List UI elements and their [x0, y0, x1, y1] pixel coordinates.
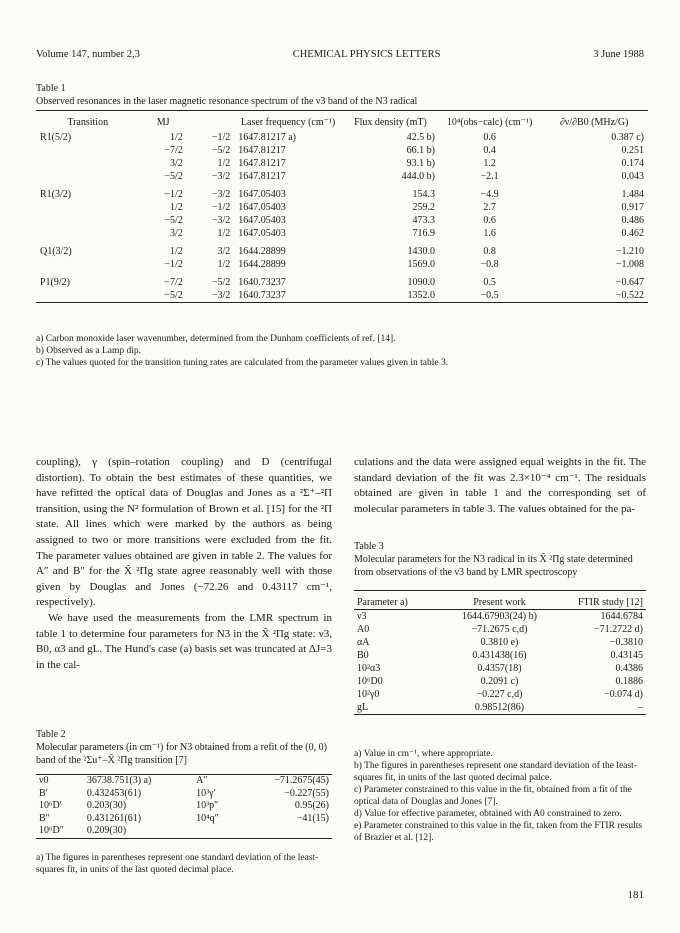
- table-cell: 1/2: [170, 202, 183, 213]
- table-cell: 0.98512(86): [474, 702, 525, 713]
- table-cell: 1647.05403: [238, 202, 286, 213]
- table3: [354, 590, 646, 715]
- table-cell: 0.462: [621, 228, 644, 239]
- table1-caption: Observed resonances in the laser magnetic resonance spectrum of the ν3 band of the N3 radical: [36, 96, 418, 107]
- table-cell: 1430.0: [407, 246, 435, 257]
- table-cell: [36, 201, 139, 214]
- table-cell: [36, 289, 139, 303]
- table-cell: 1647.81217 a): [238, 132, 297, 143]
- page-number: 181: [627, 889, 644, 901]
- table-cell: Q1(3/2): [40, 246, 72, 257]
- table-row: [354, 610, 646, 624]
- table-cell: 0.251: [621, 145, 644, 156]
- table-row: [36, 227, 648, 240]
- table-cell: 0.043: [621, 171, 644, 182]
- table-cell: −5/2: [164, 215, 183, 226]
- table-cell: 1.2: [483, 158, 496, 169]
- table-cell: 0.8: [483, 246, 496, 257]
- left-column-text: [36, 455, 332, 673]
- table-cell: [193, 825, 237, 838]
- column-header: ∂ν/∂B0 (MHz/G): [559, 117, 629, 128]
- table-cell: −5/2: [164, 290, 183, 301]
- table-row: [36, 201, 648, 214]
- table-cell: 0.6: [483, 132, 496, 143]
- footnote: b) Observed as a Lamp dip.: [36, 346, 141, 356]
- table-cell: −1.008: [615, 259, 644, 270]
- table-cell: B′: [39, 787, 48, 799]
- table-row: [36, 188, 648, 201]
- table-cell: 2.7: [483, 202, 496, 213]
- table-cell: ν0: [39, 775, 49, 786]
- table-cell: 1644.28899: [238, 259, 286, 270]
- column-header: FTIR study [12]: [578, 597, 643, 608]
- table-cell: 3/2: [170, 228, 183, 239]
- table-cell: [36, 170, 139, 183]
- table-cell: 1644.28899: [238, 246, 286, 257]
- table-row: [36, 170, 648, 183]
- table-cell: [36, 214, 139, 227]
- table-cell: −5/2: [211, 145, 231, 156]
- table3-footnotes: [354, 748, 646, 844]
- table-row: [36, 214, 648, 227]
- table-cell: 1090.0: [407, 277, 435, 288]
- table-row: [354, 675, 646, 688]
- table-cell: [36, 227, 139, 240]
- table-cell: −3/2: [211, 290, 231, 301]
- body-paragraph: We have used the measurements from the LMR spectrum in table 1 to determine four parameters for N3 in the X̃ ²Πg state: ν3, B0, α3 and gL. The Hund's case (a) basis set was truncated at ΔJ=3 in the cal-: [36, 611, 332, 671]
- table3-caption-block: [354, 540, 646, 579]
- table-cell: 0.203(30): [86, 800, 127, 811]
- table-row: [36, 800, 332, 813]
- column-header: Flux density (mT): [354, 117, 427, 128]
- table-cell: 0.1886: [615, 676, 643, 687]
- journal-volume: Volume 147, number 2,3: [36, 49, 140, 60]
- table-cell: 1647.81217: [238, 145, 286, 156]
- table-cell: 1/2: [217, 228, 231, 239]
- table-row: [36, 825, 332, 838]
- table-header-row: [36, 111, 648, 132]
- table3-label: Table 3: [354, 541, 384, 552]
- table-cell: αA: [357, 637, 370, 648]
- issue-date: 3 June 1988: [593, 49, 644, 60]
- footnote: c) Parameter constrained to this value in the fit, obtained from a fit of the optical data of Douglas and Jones [7].: [354, 785, 632, 807]
- table-cell: −1/2: [211, 132, 231, 143]
- table-row: [36, 788, 332, 801]
- footnote: a) Carbon monoxide laser wavenumber, determined from the Dunham coefficients of ref. [14].: [36, 334, 396, 344]
- table-cell: 259.2: [412, 202, 435, 213]
- table-row: [354, 636, 646, 649]
- footnote: d) Value for effective parameter, obtained with A0 constrained to zero.: [354, 809, 622, 819]
- table-cell: 0.431261(61): [86, 812, 142, 824]
- table-cell: −0.074 d): [604, 689, 643, 700]
- table-cell: 10²α3: [357, 663, 381, 674]
- table-cell: P1(9/2): [40, 277, 70, 288]
- table-cell: −71.2675 c,d): [471, 624, 528, 635]
- table-cell: 0.4386: [615, 663, 643, 674]
- table-row: [354, 649, 646, 662]
- table-cell: 10⁶D′: [39, 800, 62, 811]
- table-row: [36, 157, 648, 170]
- table1-body: [36, 131, 648, 303]
- table-cell: −0.522: [615, 290, 644, 301]
- table-cell: 0.43145: [610, 650, 643, 661]
- table-cell: −7/2: [164, 277, 183, 288]
- table-cell: 0.432453(61): [86, 787, 142, 799]
- table-cell: −3/2: [211, 215, 231, 226]
- table-cell: gL: [357, 702, 369, 713]
- table-cell: 1/2: [217, 158, 231, 169]
- table-cell: R1(3/2): [40, 189, 72, 200]
- table-row: [36, 144, 648, 157]
- table-cell: 42.5 b): [406, 132, 435, 143]
- table-cell: 1644.6784: [600, 611, 643, 622]
- table-cell: B0: [357, 650, 369, 661]
- table2-body: [36, 775, 332, 839]
- table-cell: −0.5: [480, 290, 499, 301]
- column-header: Transition: [67, 117, 109, 128]
- table2-caption: Molecular parameters (in cm⁻¹) for N3 obtained from a refit of the (0, 0) band of the ²Σu⁺–X̃ ²Πg transition [7]: [36, 742, 327, 766]
- table-cell: −5/2: [164, 171, 183, 182]
- table2: [36, 774, 332, 839]
- table-header-row: [354, 591, 646, 610]
- table-cell: 10³γ′: [196, 787, 216, 799]
- table-cell: 0.209(30): [86, 825, 127, 836]
- table3-body: [354, 610, 646, 715]
- table-cell: 10²γ0: [357, 689, 380, 700]
- table-cell: 1644.67903(24) b): [461, 611, 537, 622]
- table-row: [36, 258, 648, 271]
- table-row: [36, 245, 648, 258]
- table-cell: −0.227(55): [284, 787, 329, 799]
- table-row: [354, 688, 646, 701]
- table-cell: [36, 157, 139, 170]
- column-header: Present work: [473, 597, 526, 608]
- table-cell: 0.387 c): [611, 132, 644, 143]
- table2-caption-block: [36, 728, 332, 767]
- table1: [36, 110, 648, 303]
- table-cell: −7/2: [164, 145, 183, 156]
- table-cell: 10³p″: [196, 800, 219, 811]
- table-cell: 93.1 b): [406, 158, 435, 169]
- table-cell: −3/2: [211, 171, 231, 182]
- table-cell: −71.2722 d): [594, 624, 643, 635]
- table-cell: 0.4: [483, 145, 496, 156]
- table-cell: 1640.73237: [238, 277, 286, 288]
- table-cell: 0.486: [621, 215, 644, 226]
- footnote: a) Value in cm⁻¹, where appropriate.: [354, 749, 493, 759]
- table-row: [36, 775, 332, 788]
- table-cell: 66.1 b): [406, 145, 435, 156]
- table1-label: Table 1: [36, 83, 66, 94]
- table-cell: ν3: [357, 611, 367, 622]
- table-cell: −3/2: [211, 189, 231, 200]
- table3-caption: Molecular parameters for the N3 radical in its X̃ ²Πg state determined from observations of the ν3 band by LMR spectroscopy: [354, 554, 633, 578]
- table-cell: 1647.05403: [238, 189, 286, 200]
- table-cell: 473.3: [412, 215, 435, 226]
- table-cell: −2.1: [480, 171, 499, 182]
- table1-footnotes: [36, 333, 648, 369]
- table-cell: 1647.05403: [238, 228, 286, 239]
- table-cell: 1352.0: [407, 290, 435, 301]
- table-cell: B″: [39, 812, 50, 824]
- table-cell: 1640.73237: [238, 290, 286, 301]
- table-cell: 0.6: [483, 215, 496, 226]
- table-cell: [36, 258, 139, 271]
- table-cell: −1/2: [211, 202, 231, 213]
- column-header: 10⁴(obs−calc) (cm⁻¹): [446, 117, 533, 128]
- table-cell: −0.3810: [609, 637, 643, 648]
- body-paragraph: culations and the data were assigned equal weights in the fit. The standard deviation of the fit was 2.3×10⁻⁴ cm⁻¹. The residuals obtained are given in table 1 and the corresponding set of molecular parameters in table 3. The values obtained for the pa-: [354, 456, 646, 515]
- table-cell: 1647.05403: [238, 215, 286, 226]
- running-header: [36, 49, 644, 60]
- table-cell: R1(5/2): [40, 132, 72, 143]
- table-cell: –: [638, 702, 643, 713]
- table-row: [354, 701, 646, 715]
- footnote: c) The values quoted for the transition tuning rates are calculated from the parameter values given in table 3.: [36, 358, 449, 368]
- table-cell: −71.2675(45): [274, 775, 329, 786]
- table-cell: −0.227 c,d): [476, 689, 523, 700]
- body-paragraph: coupling), γ (spin–rotation coupling) and D (centrifugal distortion). To obtain the best estimates of these quantities, we have refitted the optical data of Douglas and Jones as a ²Σ⁺–²Π transition, using the N² formulation of Brown et al. [15] for the ²Π state. All lines which were marked by the authors as being assigned to two or more transitions were excluded from the fit. The parameter values obtained are given in table 2. The values for A″ and B″ for the X̃ ²Πg state agree reasonably well with those given by Douglas and Jones (−72.26 and 0.43117 cm⁻¹, respectively).: [36, 456, 332, 609]
- right-column-text: [354, 455, 646, 517]
- table-cell: 0.431438(16): [472, 650, 527, 661]
- table-cell: [238, 825, 332, 838]
- column-header: Laser frequency (cm⁻¹): [240, 117, 336, 128]
- table-row: [354, 623, 646, 636]
- table2-label: Table 2: [36, 729, 66, 740]
- table-cell: −4.9: [480, 189, 499, 200]
- table-cell: 1.6: [483, 228, 496, 239]
- table-row: [354, 662, 646, 675]
- table-cell: −0.647: [615, 277, 644, 288]
- table-cell: 3/2: [170, 158, 183, 169]
- table-cell: [36, 144, 139, 157]
- table-cell: 0.3810 e): [480, 637, 519, 648]
- table-cell: 1647.81217: [238, 171, 286, 182]
- table-cell: A0: [357, 624, 370, 635]
- table2-footnote: a) The figures in parentheses represent one standard deviation of the least-squares fit, in units of the last quoted decimal place.: [36, 853, 319, 875]
- table-cell: 1647.81217: [238, 158, 286, 169]
- table-cell: 716.9: [412, 228, 435, 239]
- table-cell: 444.0 b): [401, 171, 435, 182]
- table-row: [36, 131, 648, 144]
- footnote: e) Parameter constrained to this value in the fit, taken from the FTIR results of Brazier et al. [12].: [354, 821, 643, 843]
- table-cell: 1569.0: [407, 259, 435, 270]
- table-row: [36, 289, 648, 303]
- table-cell: 36738.751(3) a): [86, 775, 152, 786]
- table-cell: 0.95(26): [294, 800, 329, 811]
- table-cell: 0.5: [483, 277, 496, 288]
- table-cell: 0.917: [621, 202, 644, 213]
- table-cell: −5/2: [211, 277, 231, 288]
- table-cell: 3/2: [217, 246, 231, 257]
- footnote: b) The figures in parentheses represent one standard deviation of the least-squares fit, in units of the last quoted decimal palce.: [354, 761, 637, 783]
- table-cell: 1/2: [217, 259, 231, 270]
- table-cell: 10⁴q″: [196, 812, 219, 824]
- table-cell: 10⁶D″: [39, 825, 64, 836]
- table-cell: 0.4357(18): [477, 663, 522, 674]
- column-header: MJ: [156, 117, 170, 128]
- table-cell: 0.174: [621, 158, 644, 169]
- table-cell: 1.484: [621, 189, 644, 200]
- table-row: [36, 276, 648, 289]
- table-cell: −41(15): [296, 812, 329, 824]
- column-header: [187, 111, 234, 132]
- table-row: [36, 813, 332, 826]
- journal-title: CHEMICAL PHYSICS LETTERS: [292, 49, 441, 60]
- table-cell: 1/2: [170, 132, 183, 143]
- table-cell: 10⁶D0: [357, 676, 383, 687]
- table-cell: 0.2091 c): [480, 676, 519, 687]
- table-cell: −0.8: [480, 259, 499, 270]
- column-header: Parameter a): [357, 597, 408, 608]
- table-cell: A″: [196, 775, 208, 786]
- table-cell: 154.3: [412, 189, 435, 200]
- table-cell: 1/2: [170, 246, 183, 257]
- table-cell: −1.210: [615, 246, 644, 257]
- table-cell: −1/2: [164, 259, 183, 270]
- table-cell: −1/2: [164, 189, 183, 200]
